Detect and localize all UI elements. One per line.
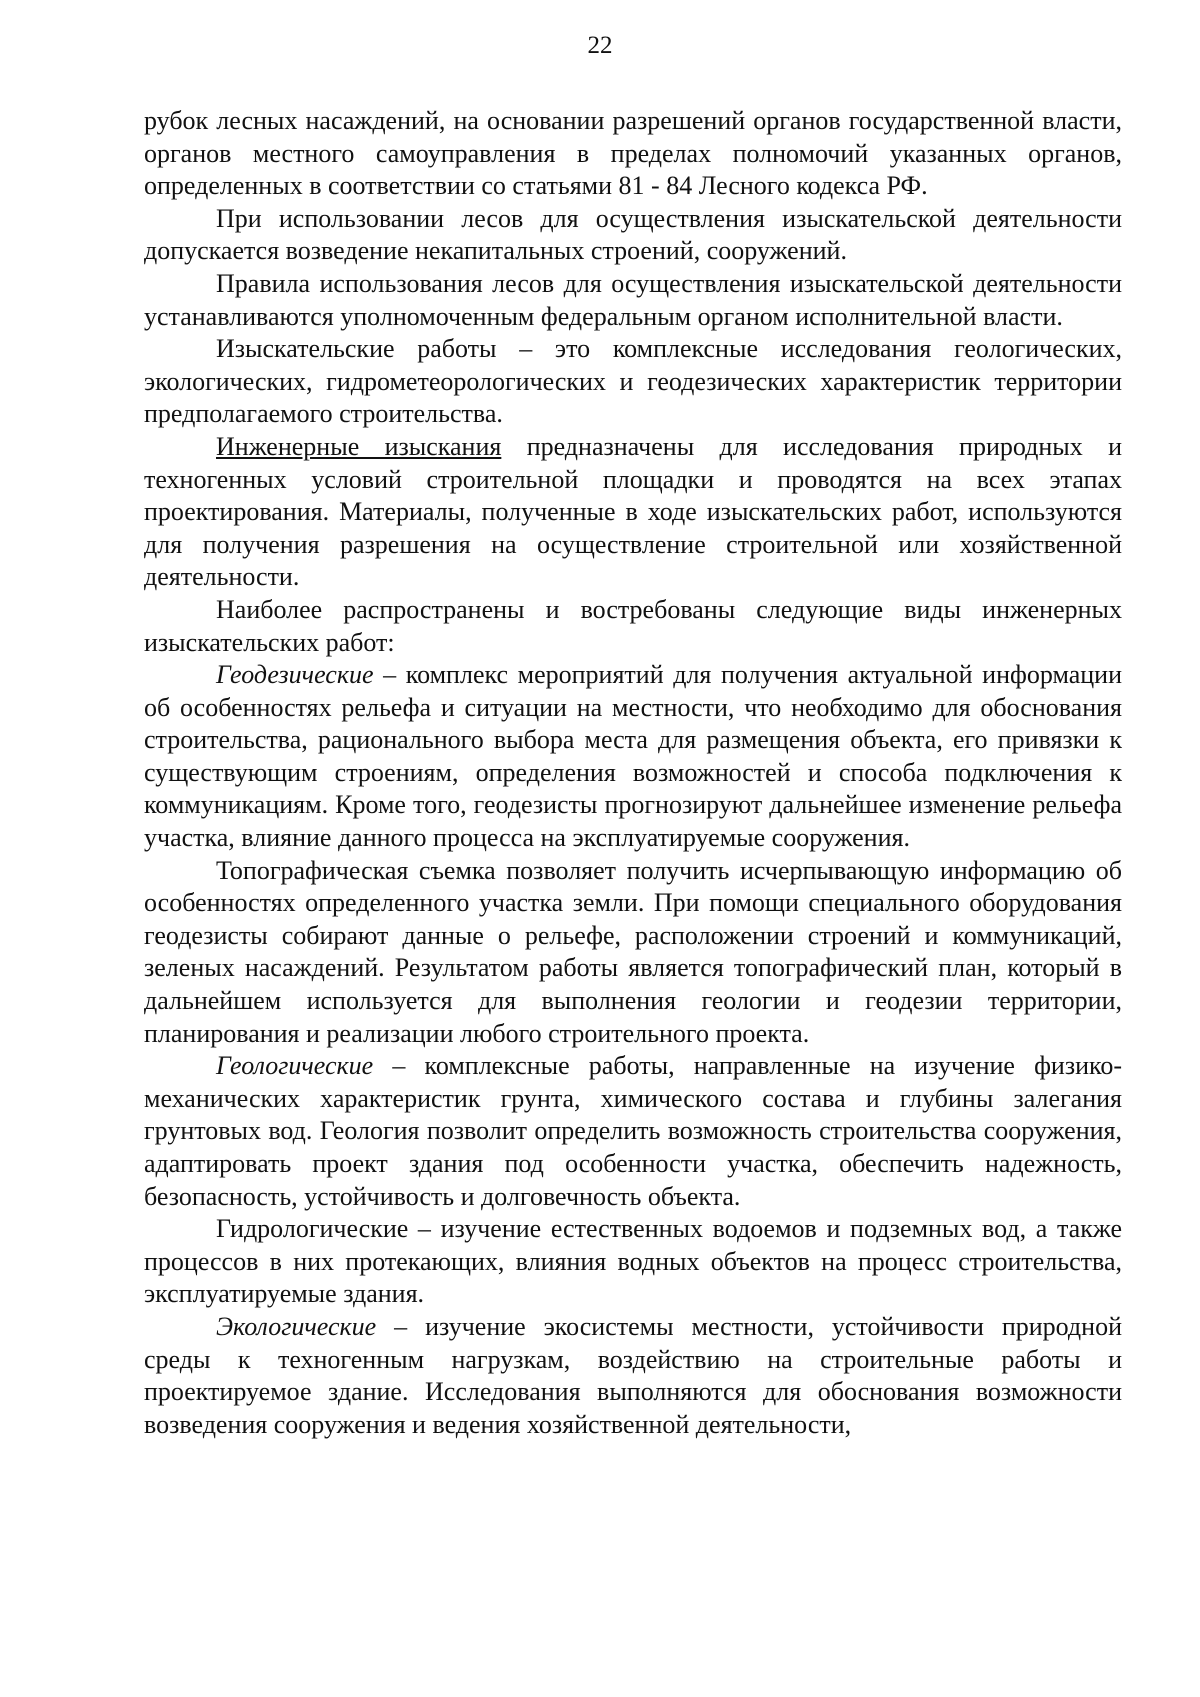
paragraph-2-text: При использовании лесов для осуществления изыскательской деятельности допускается возведение некапитальных строений, сооружений. bbox=[144, 203, 1122, 266]
paragraph-1-text: рубок лесных насаждений, на основании разрешений органов государственной власти, органов местного самоуправления в пределах полномочий указанных органов, определенных в соответствии со статьями 81 - 84 Лесного кодекса РФ. bbox=[144, 106, 1122, 201]
term-engineering-surveys: Инженерные изыскания bbox=[216, 431, 502, 461]
paragraph-9-text: – комплексные работы, направленные на изучение физико-механических характеристик грунта, химического состава и глубины залегания грунтовых вод. Геология позволит определить возможность строительства сооружения, адаптировать проект здания под особенности участка, обеспечить надежность, безопасность, устойчивость и долговечность объекта. bbox=[144, 1051, 1122, 1211]
paragraph-9 bbox=[144, 1050, 1122, 1213]
paragraph-5-text: предназначены для исследования природных и техногенных условий строительной площадки и проводятся на всех этапах проектирования. Материалы, полученные в ходе изыскательских работ, используются для получения разрешения на осуществление строительной или хозяйственной деятельности. bbox=[144, 431, 1122, 592]
term-geological: Геологические bbox=[216, 1051, 374, 1081]
paragraph-4 bbox=[144, 333, 1122, 431]
paragraph-3 bbox=[144, 268, 1122, 333]
paragraph-7-text: – комплекс мероприятий для получения актуальной информации об особенностях рельефа и ситуации на местности, что необходимо для обоснования строительства, рационального выбора места для размещения объекта, его привязки к существующим строениям, определения возможностей и способа подключения к коммуникациям. Кроме того, геодезисты прогнозируют дальнейшее изменение рельефа участка, влияние данного процесса на эксплуатируемые сооружения. bbox=[144, 660, 1122, 853]
paragraph-5 bbox=[144, 431, 1122, 594]
paragraph-2 bbox=[144, 203, 1122, 268]
paragraph-1 bbox=[144, 105, 1122, 203]
term-geodetic: Геодезические bbox=[216, 660, 374, 690]
paragraph-8-text: Топографическая съемка позволяет получить исчерпывающую информацию об особенностях определенного участка земли. При помощи специального оборудования геодезисты собирают данные о рельефе, расположении строений и коммуникаций, зеленых насаждений. Результатом работы является топографический план, который в дальнейшем используется для выполнения геологии и геодезии территории, планирования и реализации любого строительного проекта. bbox=[144, 855, 1122, 1048]
paragraph-6 bbox=[144, 594, 1122, 659]
paragraph-4-text: Изыскательские работы – это комплексные исследования геологических, экологических, гидрометеорологических и геодезических характеристик территории предполагаемого строительства. bbox=[144, 334, 1122, 429]
document-body bbox=[144, 105, 1122, 1441]
paragraph-10 bbox=[144, 1213, 1122, 1311]
paragraph-6-text: Наиболее распространены и востребованы следующие виды инженерных изыскательских работ: bbox=[144, 594, 1122, 657]
paragraph-11 bbox=[144, 1311, 1122, 1441]
paragraph-11-text: – изучение экосистемы местности, устойчивости природной среды к техногенным нагрузкам, воздействию на строительные работы и проектируемое здание. Исследования выполняются для обоснования возможности возведения сооружения и ведения хозяйственной деятельности, bbox=[144, 1311, 1122, 1439]
paragraph-8 bbox=[144, 855, 1122, 1051]
paragraph-10-text: Гидрологические – изучение естественных водоемов и подземных вод, а также процессов в них протекающих, влияния водных объектов на процесс строительства, эксплуатируемые здания. bbox=[144, 1214, 1122, 1309]
paragraph-3-text: Правила использования лесов для осуществления изыскательской деятельности устанавливаются уполномоченным федеральным органом исполнительной власти. bbox=[144, 268, 1122, 331]
paragraph-7 bbox=[144, 659, 1122, 855]
page-number: 22 bbox=[587, 32, 613, 59]
term-ecological: Экологические bbox=[216, 1311, 377, 1341]
